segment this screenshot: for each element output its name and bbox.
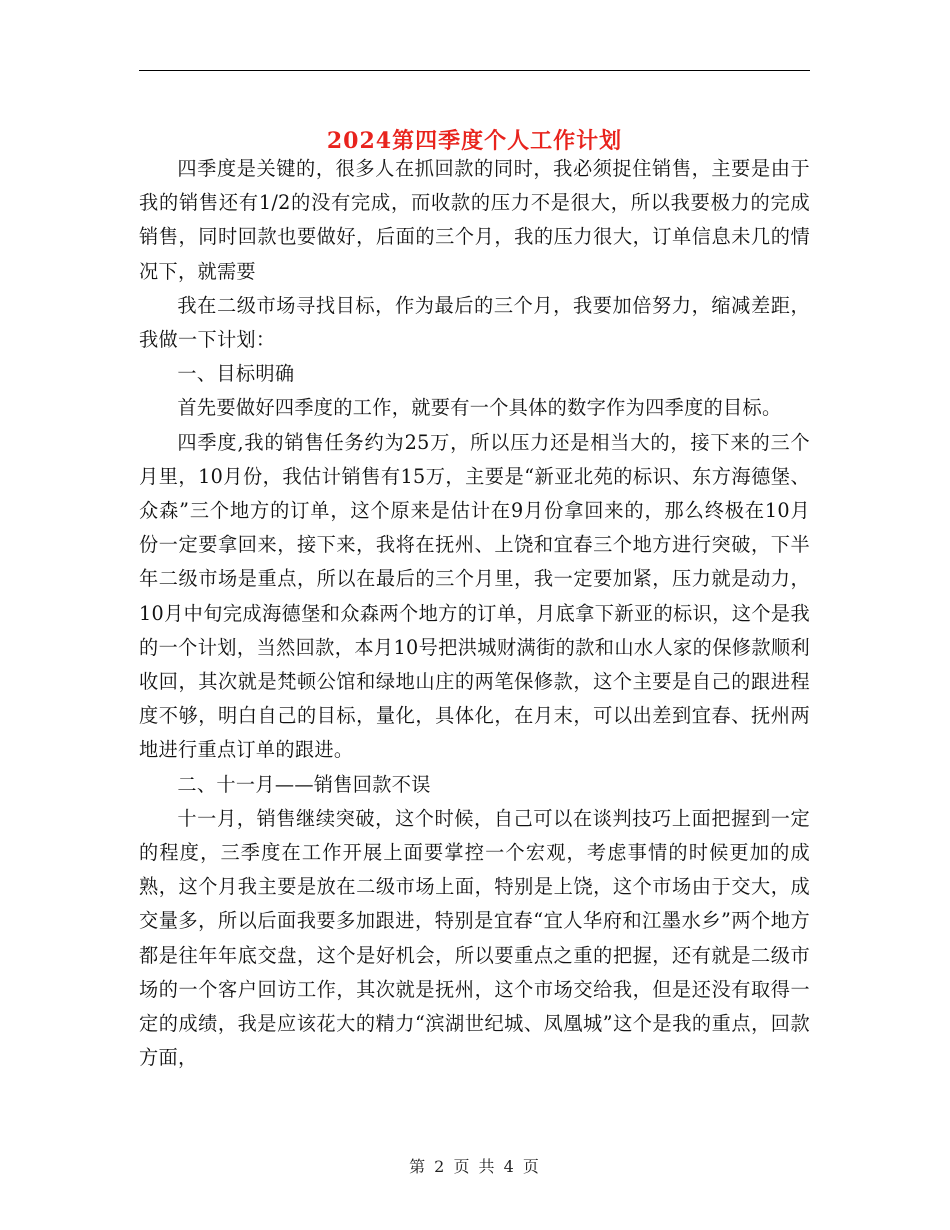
section-heading: 二、十一月——销售回款不误: [177, 772, 431, 796]
paragraph: 四季度,我的销售任务约为25万，所以压力还是相当大的，接下来的三个月里，10月份，我估计销售有15万，主要是“新亚北苑的标识、东方海德堡、众森”三个地方的订单，这个原来是估计在9月份拿回来的，那么终极在10月份一定要拿回来，接下来，我将在抚州、上饶和宜春三个地方进行突破，下半年二级市场是重点，所以在最后的三个月里，我一定要加紧，压力就是动力，10月中旬完成海德堡和众森两个地方的订单，月底拿下新亚的标识，这个是我的一个计划，当然回款，本月10号把洪城财满街的款和山水人家的保修款顺利收回，其次就是梵顿公馆和绿地山庄的两笔保修款，这个主要是自己的跟进程度不够，明白自己的目标，量化，具体化，在月末，可以出差到宜春、抚州两地进行重点订单的跟进。: [139, 430, 810, 762]
document-title: 2024第四季度个人工作计划: [326, 127, 623, 154]
document-body: [139, 152, 810, 1075]
paragraph: 四季度是关键的，很多人在抓回款的同时，我必须捉住销售，主要是由于我的销售还有1/2的没有完成，而收款的压力不是很大，所以我要极力的完成销售，同时回款也要做好，后面的三个月，我的压力很大，订单信息未几的情况下，就需要: [139, 157, 810, 283]
page-number: 第 2 页 共 4 页: [409, 1157, 541, 1176]
section-heading: 一、目标明确: [177, 362, 295, 386]
paragraph: 首先要做好四季度的工作，就要有一个具体的数字作为四季度的目标。: [177, 396, 782, 420]
paragraph: 十一月，销售继续突破，这个时候，自己可以在谈判技巧上面把握到一定的程度，三季度在工作开展上面要掌控一个宏观，考虑事情的时候更加的成熟，这个月我主要是放在二级市场上面，特别是上饶，这个市场由于交大，成交量多，所以后面我要多加跟进，特别是宜春“宜人华府和江墨水乡”两个地方都是往年年底交盘，这个是好机会，所以要重点之重的把握，还有就是二级市场的一个客户回访工作，其次就是抚州，这个市场交给我，但是还没有取得一定的成绩，我是应该花大的精力“滨湖世纪城、凤凰城”这个是我的重点，回款方面，: [139, 806, 810, 1070]
header-rule: [139, 70, 810, 71]
paragraph: 我在二级市场寻找目标，作为最后的三个月，我要加倍努力，缩减差距，我做一下计划：: [139, 293, 810, 352]
